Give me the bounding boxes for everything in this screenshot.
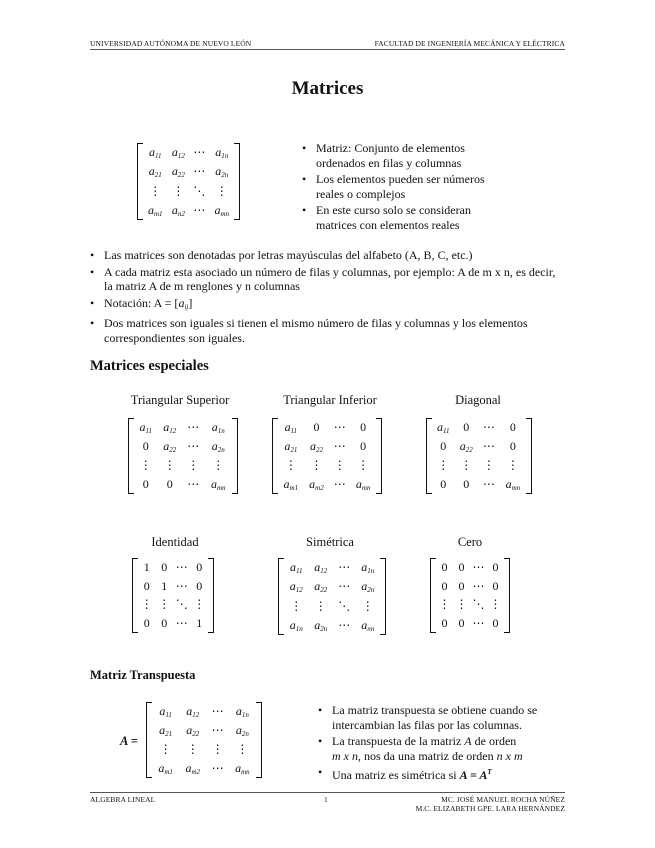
label-lower-triangular: Triangular Inferior (283, 393, 377, 407)
diagonal-matrix: $a_{11}$ 0 ⋯ 0 0 $a_{22}$ ⋯ 0 ⋮ ⋮ ⋮ ⋮ 0 0 ⋯ $a_{mn}$ (426, 418, 532, 494)
footer-author-2: M.C. ELIZABETH GPE. LARA HERNÁNDEZ (415, 804, 565, 813)
transpose-bullet: • Una matriz es simétrica si $A = A^T$ (318, 765, 558, 783)
notation-bullet: • Notación: $A = [a_{ij}]$ (90, 296, 565, 315)
symmetric-matrix: $a_{11}$ $a_{12}$ ⋯ $a_{1n}$ $a_{12}$ $a_{22}$ ⋯ $a_{2n}$ ⋮ ⋮ ⋱ ⋮ $a_{1n}$ $a_{2n}$ ⋯ $a_{nn}$ (278, 558, 386, 635)
page-number: 1 (324, 795, 328, 804)
special-matrices-heading: Matrices especiales (90, 358, 209, 374)
zero-matrix: 0 0 ⋯ 0 0 0 ⋯ 0 ⋮ ⋮ ⋱ ⋮ 0 0 ⋯ 0 (430, 558, 510, 633)
footer-rule (90, 792, 565, 793)
footer-author-1: MC. JOSÉ MANUEL ROCHA NÚÑEZ (441, 795, 565, 804)
label-symmetric: Simétrica (306, 535, 354, 549)
main-bullet-list (90, 248, 565, 347)
lower-triangular-matrix: $a_{11}$ 0 ⋯ 0 $a_{21}$ $a_{22}$ ⋯ 0 ⋮ ⋮ ⋮ ⋮ $a_{m1}$ $a_{m2}$ ⋯ $a_{mn}$ (272, 418, 382, 494)
transpose-bullet: • La transpuesta de la matriz A de orden m x n, nos da una matriz de orden n x m (318, 734, 558, 763)
header-rule (90, 49, 565, 50)
label-zero: Cero (457, 535, 483, 549)
intro-bullet: • Matriz: Conjunto de elementos ordenados en filas y columnas (302, 141, 512, 170)
footer-left: ALGEBRA LINEAL (90, 795, 156, 804)
header-left: UNIVERSIDAD AUTÓNOMA DE NUEVO LEÓN (90, 39, 252, 48)
upper-triangular-matrix: $a_{11}$ $a_{12}$ ⋯ $a_{1n}$ 0 $a_{22}$ ⋯ $a_{2n}$ ⋮ ⋮ ⋮ ⋮ 0 0 ⋯ $a_{mn}$ (128, 418, 238, 494)
transpose-bullet-list (318, 703, 558, 785)
main-bullet: • A cada matriz esta asociado un número de filas y columnas, por ejemplo: A de m x n, es decir, la matriz A de m renglones y n columnas (90, 265, 565, 294)
transpose-heading: Matriz Transpuesta (90, 668, 196, 682)
label-identity: Identidad (151, 535, 199, 549)
header-right: FACULTAD DE INGENIERÍA MECÁNICA Y ELÉCTRICA (374, 39, 565, 48)
intro-bullet-list (302, 141, 512, 234)
intro-bullet: • Los elementos pueden ser números reales o complejos (302, 172, 512, 201)
page-title: Matrices (291, 78, 364, 99)
label-upper-triangular: Triangular Superior (130, 393, 230, 407)
intro-bullet: • En este curso solo se consideran matrices con elementos reales (302, 203, 512, 232)
transpose-matrix-label: A = (120, 734, 138, 748)
identity-matrix: 1 0 ⋯ 0 0 1 ⋯ 0 ⋮ ⋮ ⋱ ⋮ 0 0 ⋯ 1 (132, 558, 214, 633)
transpose-bullet: • La matriz transpuesta se obtiene cuando se intercambian las filas por las columnas. (318, 703, 558, 732)
main-bullet: • Las matrices son denotadas por letras mayúsculas del alfabeto (A, B, C, etc.) (90, 248, 565, 263)
main-bullet: • Dos matrices son iguales si tienen el mismo número de filas y columnas y los elementos correspondientes son iguales. (90, 316, 565, 345)
transpose-example-matrix: $a_{11}$ $a_{12}$ ⋯ $a_{1n}$ $a_{21}$ $a_{22}$ ⋯ $a_{2n}$ ⋮ ⋮ ⋮ ⋮ $a_{m1}$ $a_{m2}$ ⋯ $a_{mn}$ (146, 702, 262, 778)
general-matrix: $a_{11}$ $a_{12}$ ⋯ $a_{1n}$ $a_{21}$ $a_{22}$ ⋯ $a_{2n}$ ⋮ ⋮ ⋱ ⋮ $a_{m1}$ $a_{n2}$ ⋯ $a_{mn}$ (137, 143, 240, 220)
label-diagonal: Diagonal (455, 393, 501, 407)
